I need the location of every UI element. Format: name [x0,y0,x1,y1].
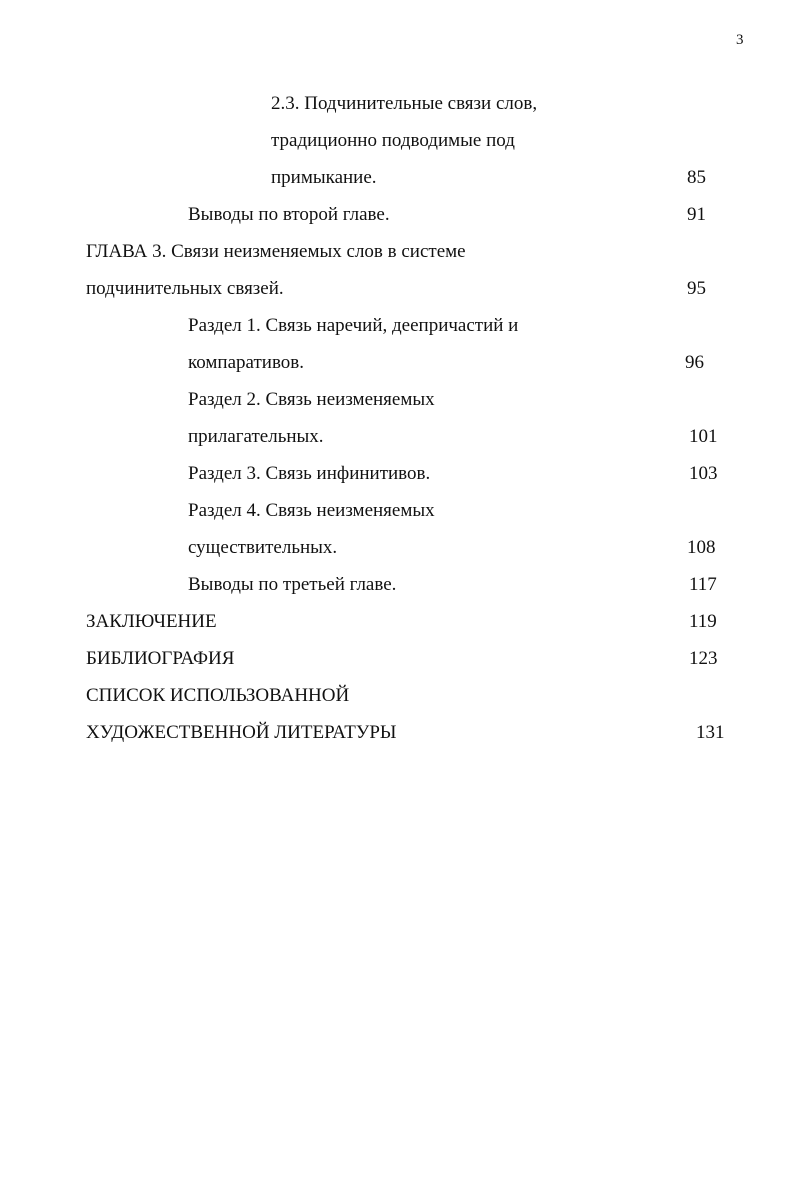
toc-entry-title: Раздел 4. Связь неизменяемых [188,500,435,521]
toc-entry-title: существительных. [188,537,338,558]
toc-entry-title: ХУДОЖЕСТВЕННОЙ ЛИТЕРАТУРЫ [86,722,397,743]
toc-entry-page: 103 [689,463,718,484]
page-number: 3 [736,32,744,48]
toc-entry-title: Выводы по третьей главе. [188,574,397,595]
toc-entry-page: 91 [687,204,706,225]
toc-entry-page: 117 [689,574,717,595]
toc-entry-title: традиционно подводимые под [271,130,515,151]
toc-entry-title: БИБЛИОГРАФИЯ [86,648,235,669]
toc-entry-title: 2.3. Подчинительные связи слов, [271,93,538,114]
toc-entry-title: примыкание. [271,167,377,188]
toc-entry-title: Раздел 3. Связь инфинитивов. [188,463,431,484]
toc-entry-title: Раздел 2. Связь неизменяемых [188,389,435,410]
toc-entry-page: 96 [685,352,704,373]
toc-entry-title: подчинительных связей. [86,278,284,299]
toc-entry-page: 123 [689,648,718,669]
toc-entry-title: Раздел 1. Связь наречий, деепричастий и [188,315,519,336]
toc-entry-page: 101 [689,426,718,447]
toc-entry-title: компаративов. [188,352,305,373]
toc-entry-title: прилагательных. [188,426,324,447]
toc-entry-title: ЗАКЛЮЧЕНИЕ [86,611,217,632]
toc-entry-page: 119 [689,611,717,632]
toc-entry-page: 108 [687,537,716,558]
toc-entry-title: Выводы по второй главе. [188,204,390,225]
toc-entry-page: 85 [687,167,706,188]
toc-entry-page: 95 [687,278,706,299]
toc-entry-page: 131 [696,722,725,743]
toc-entry-title: ГЛАВА 3. Связи неизменяемых слов в системе [86,241,466,262]
toc-entry-title: СПИСОК ИСПОЛЬЗОВАННОЙ [86,685,350,706]
